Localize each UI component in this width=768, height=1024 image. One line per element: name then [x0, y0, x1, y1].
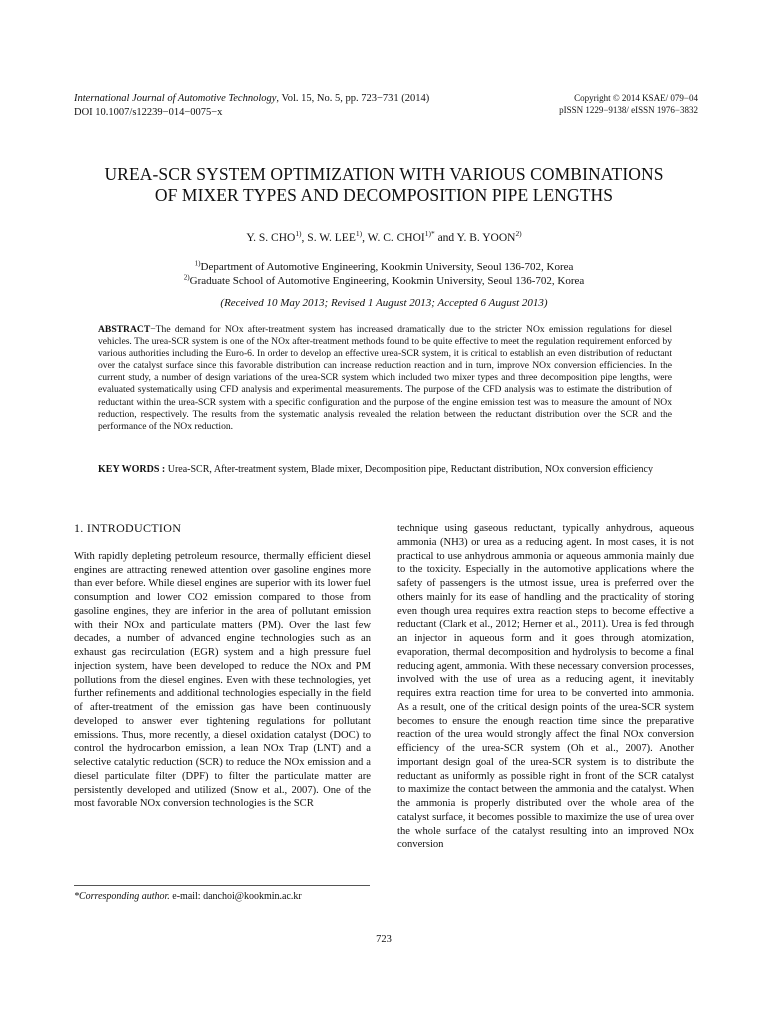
author-4-affil: 2) [515, 229, 522, 239]
journal-citation: , Vol. 15, No. 5, pp. 723−731 (2014) [276, 93, 430, 104]
author-and: and [434, 232, 457, 244]
page-number: 723 [376, 934, 392, 945]
affiliation-2-text: Graduate School of Automotive Engineering, Kookmin University, Seoul 136-702, Korea [189, 275, 585, 287]
footnote [74, 891, 302, 902]
affiliation-1-text: Department of Automotive Engineering, Kookmin University, Seoul 136-702, Korea [200, 261, 574, 273]
column-left [74, 522, 371, 811]
doi[interactable]: DOI 10.1007/s12239−014−0075−x [74, 107, 223, 118]
abstract-label: ABSTRACT [98, 324, 151, 335]
affiliation-2-mark: 2) [183, 273, 190, 282]
affiliation-2 [0, 274, 768, 288]
section-title: 1. INTRODUCTION [74, 521, 182, 535]
author-1-affil: 1) [295, 229, 302, 239]
footnote-label: *Corresponding author. [74, 891, 170, 902]
author-3: W. C. CHOI [367, 232, 425, 244]
received-dates: (Received 10 May 2013; Revised 1 August 2013; Accepted 6 August 2013) [220, 297, 548, 309]
title-line-2: OF MIXER TYPES AND DECOMPOSITION PIPE LENGTHS [154, 185, 614, 205]
author-separator: , [362, 232, 368, 244]
issn: pISSN 1229−9138/ eISSN 1976−3832 [559, 105, 698, 115]
copyright: Copyright © 2014 KSAE/ 079−04 [574, 93, 698, 103]
affiliation-1 [0, 260, 768, 274]
author-3-affil: 1)* [424, 229, 435, 239]
paper-title [40, 164, 728, 206]
affiliations [0, 260, 768, 288]
intro-paragraph-2: technique using gaseous reductant, typically anhydrous, aqueous ammonia (NH3) or urea as a reducing agent. In most cases, it is not practical to use anhydrous ammonia or aqueous ammonia mainly due to the toxicity. Especially in the automotive applications where the safety of passengers is the utmost issue, urea is preferred over the others mainly for its ease of handling and the practicality of storing even though urea requires extra reaction steps to become effective a reductant (Clark et al., 2012; Herner et al., 2011). Urea is fed through an injector in aqueous form and it goes through atomization, evaporation, thermal decomposition and hydrolysis to become a final reducing agent, ammonia. With these necessary conversion processes, involved with the use of urea as a reducing agent, it inevitably requires extra reaction time for urea to be converted into ammonia. As a result, one of the critical design points of the urea-SCR system becomes to ensure the enough reaction time since the preparative reaction of the urea would strongly affect the final NOx conversion efficiency of the urea-SCR system (Oh et al., 2007). Another important design goal of the urea-SCR system is to distribute the reductant as uniformly as possible right in front of the SCR catalyst to maximize the contact between the ammonia and the catalyst. When the ammonia is properly distributed over the whole area of the catalyst surface, it becomes possible to maximize the use of urea over the whole surface of the catalyst resulting into an improved NOx conversion [397, 523, 694, 851]
journal-header [74, 92, 429, 120]
author-list [0, 229, 768, 244]
author-separator: , [301, 232, 308, 244]
author-1: Y. S. CHO [246, 232, 296, 244]
author-2: S. W. LEE [307, 232, 356, 244]
keywords [98, 463, 672, 476]
affiliation-1-mark: 1) [194, 259, 201, 268]
author-4: Y. B. YOON [456, 232, 516, 244]
keywords-text: Urea-SCR, After-treatment system, Blade mixer, Decomposition pipe, Reductant distribution, NOx conversion efficiency [167, 464, 653, 475]
footnote-divider [74, 885, 370, 886]
journal-name: International Journal of Automotive Technology [74, 93, 277, 104]
copyright-block [559, 92, 698, 116]
intro-paragraph-1: With rapidly depleting petroleum resource, thermally efficient diesel engines are attracting renewed attention over gasoline engines more than ever before. While diesel engines are superior with its lower fuel consumption and lower CO2 emission compared to those from gasoline engines, they are inferior in the area of pollutant emission with their NOx and particulate matters (PM). Over the last few decades, a number of advanced engine technologies such as an exhaust gas recirculation (EGR) system and a high pressure fuel injection system, have been developed to reduce the NOx and PM pollutions from the diesel engines. Even with these technologies, yet further refinements and additional technologies especially in the field of after-treatment of the emission gas have been continuously developed to answer ever tightening regulations for pollutant emissions. Thus, more recently, a diesel oxidation catalyst (DOC) to control the hydrocarbon emission, a lean NOx Trap (LNT) and a selective catalytic reduction (SCR) to reduce the NOx emission and a diesel particulate filter (DPF) to filter the particulate matter are persistently developed and utilized (Snow et al., 2007). One of the most favorable NOx conversion technologies is the SCR [74, 550, 371, 810]
column-right [397, 522, 694, 852]
author-2-affil: 1) [355, 229, 363, 239]
abstract-text: −The demand for NOx after-treatment system has increased dramatically due to the stricter NOx emission regulations for diesel vehicles. The urea-SCR system is one of the NOx after-treatment methods found to be quite effective to meet the regulation requirement enforced by various authorities including the Euro-6. In order to develop an effective urea-SCR system, it is critical to establish an even distribution of reductant over the catalyst surface since this favorable distribution can increase reduction reaction and in turn, improve NOx conversion efficiencies. In the current study, a number of design variations of the urea-SCR system which included two mixer types and three decomposition pipe lengths, were evaluated systematically using CFD analysis and experimental measurements. The purpose of the CFD analysis was to estimate the distribution of reductant within the urea-SCR system with a specific configuration and the purpose of the engine emission test was to measure the amount of NOx reduction, respectively. The results from the systematic analysis revealed the relation between the reductant distribution over the SCR and the performance of the NOx reduction. [98, 324, 672, 432]
abstract [98, 324, 672, 433]
footnote-email[interactable]: e-mail: danchoi@kookmin.ac.kr [169, 891, 302, 902]
keywords-label: KEY WORDS : [98, 464, 168, 475]
title-line-1: UREA-SCR SYSTEM OPTIMIZATION WITH VARIOUS COMBINATIONS [104, 164, 664, 184]
